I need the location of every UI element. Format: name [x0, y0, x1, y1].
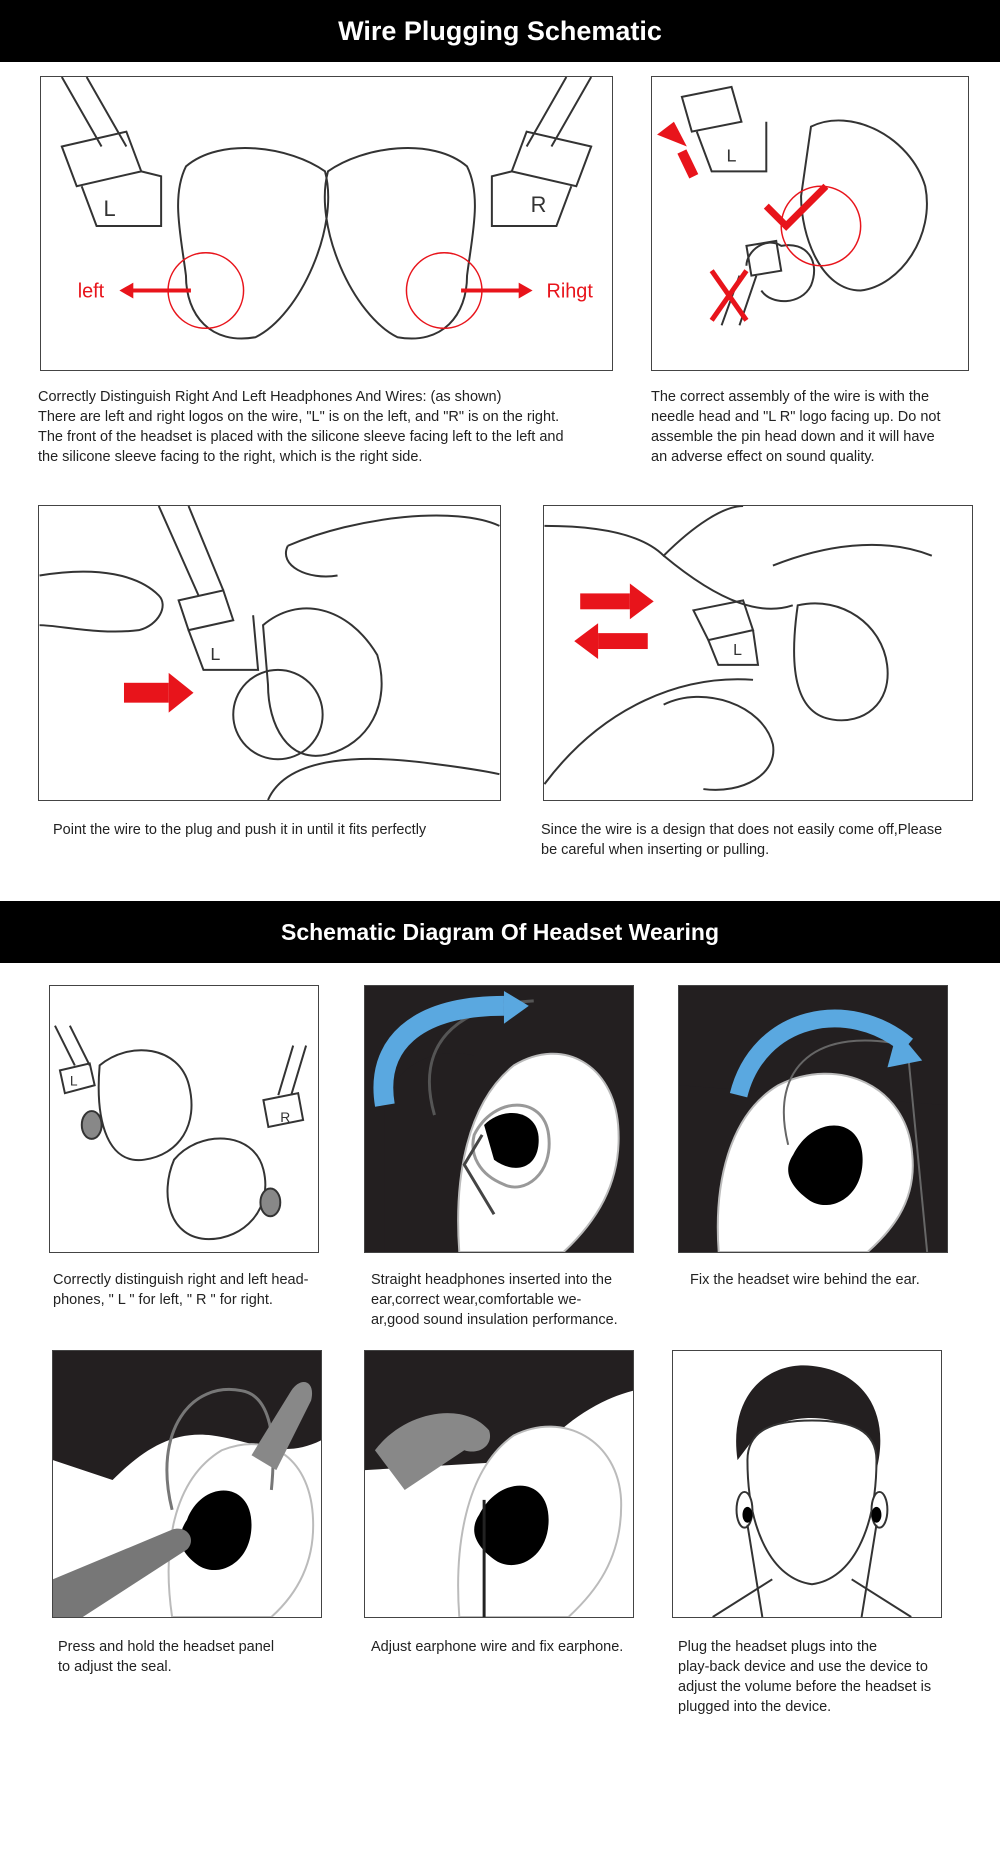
- panel-identify-lr: [49, 985, 319, 1253]
- caption-line: Press and hold the headset panel: [58, 1639, 275, 1655]
- caption-line: The front of the headset is placed with the silicone sleeve facing left to the left and: [38, 429, 564, 445]
- panel-correct-assembly: [651, 76, 969, 371]
- caption-line: the silicone sleeve facing to the right, which is the right side.: [38, 449, 423, 465]
- identify-lr-illustration: [50, 986, 318, 1252]
- caption-insert-ear: [371, 1270, 651, 1330]
- caption-plug-device: [678, 1637, 968, 1717]
- caption-press-seal: [58, 1637, 318, 1677]
- blue-arrow-icon: [504, 991, 529, 1024]
- push-in-left-mark: L: [210, 643, 221, 664]
- section-title-text: Schematic Diagram Of Headset Wearing: [281, 918, 719, 945]
- panel-insert-pull: [543, 505, 973, 801]
- caption-line: Point the wire to the plug and push it in until it fits perfectly: [53, 822, 427, 838]
- caption-line: Adjust earphone wire and fix earphone.: [371, 1639, 624, 1655]
- right-arrow-icon: [124, 673, 194, 713]
- left-right-illustration: [41, 77, 612, 370]
- caption-line: There are left and right logos on the wire, "L" is on the left, and "R" is on the right.: [38, 409, 560, 425]
- caption-push-in: [53, 820, 513, 840]
- double-arrow-icon: [574, 583, 653, 658]
- caption-line: needle head and "L R" logo facing up. Do not: [651, 409, 941, 425]
- caption-wire-behind-ear: [690, 1270, 970, 1290]
- plug-device-illustration: [673, 1351, 941, 1617]
- caption-line: Fix the headset wire behind the ear.: [690, 1272, 920, 1288]
- check-icon: [766, 186, 826, 226]
- adjust-wire-illustration: [365, 1351, 633, 1617]
- panel-left-right-earphones: [40, 76, 613, 371]
- caption-line: an adverse effect on sound quality.: [651, 449, 875, 465]
- section-title-headset-wearing: [0, 901, 1000, 963]
- caption-line: phones, " L " for left, " R " for right.: [53, 1292, 273, 1308]
- push-in-illustration: [39, 506, 500, 800]
- caption-line: be careful when inserting or pulling.: [541, 842, 770, 858]
- insert-ear-illustration: [365, 986, 633, 1252]
- caption-line: Correctly distinguish right and left head-: [53, 1272, 309, 1288]
- caption-line: adjust the volume before the headset is: [678, 1679, 932, 1695]
- up-arrow-icon: [657, 122, 687, 147]
- panel-wire-behind-ear: [678, 985, 948, 1253]
- right-arrow-icon: [461, 283, 533, 299]
- caption-line: The correct assembly of the wire is with the: [651, 389, 930, 405]
- cross-icon: [712, 271, 747, 321]
- right-mark: R: [280, 1108, 291, 1125]
- caption-distinguish-wires: [38, 387, 638, 467]
- panel-push-in: [38, 505, 501, 801]
- assembly-illustration: [652, 77, 968, 370]
- caption-line: to adjust the seal.: [58, 1659, 172, 1675]
- panel-plug-device: [672, 1350, 942, 1618]
- caption-line: play-back device and use the device to: [678, 1659, 928, 1675]
- press-seal-illustration: [53, 1351, 321, 1617]
- caption-line: Plug the headset plugs into the: [678, 1639, 878, 1655]
- caption-line: Since the wire is a design that does not easily come off,Please: [541, 822, 943, 838]
- caption-line: Straight headphones inserted into the: [371, 1272, 613, 1288]
- panel-insert-ear: [364, 985, 634, 1253]
- caption-line: plugged into the device.: [678, 1699, 832, 1715]
- assembly-left-mark: L: [726, 145, 737, 166]
- caption-line: assemble the pin head down and it will have: [651, 429, 935, 445]
- caption-insert-pull: [541, 820, 981, 860]
- wire-behind-ear-illustration: [679, 986, 947, 1252]
- section-title-wire-plugging: [0, 0, 1000, 62]
- right-mark: R: [530, 192, 547, 218]
- left-mark: L: [69, 1072, 78, 1089]
- left-mark: L: [103, 196, 116, 222]
- label-right: Rihgt: [546, 280, 593, 303]
- caption-line: Correctly Distinguish Right And Left Headphones And Wires: (as shown): [38, 389, 502, 405]
- caption-adjust-wire: [371, 1637, 651, 1657]
- label-left: left: [77, 280, 105, 303]
- panel-press-seal: [52, 1350, 322, 1618]
- caption-line: ar,good sound insulation performance.: [371, 1312, 618, 1328]
- insert-left-mark: L: [733, 641, 743, 659]
- insert-pull-illustration: [544, 506, 972, 800]
- left-arrow-icon: [119, 283, 191, 299]
- caption-identify-lr: [53, 1270, 343, 1310]
- panel-adjust-wire: [364, 1350, 634, 1618]
- section-title-text: Wire Plugging Schematic: [338, 15, 662, 46]
- caption-correct-assembly: [651, 387, 981, 467]
- caption-line: ear,correct wear,comfortable we-: [371, 1292, 582, 1308]
